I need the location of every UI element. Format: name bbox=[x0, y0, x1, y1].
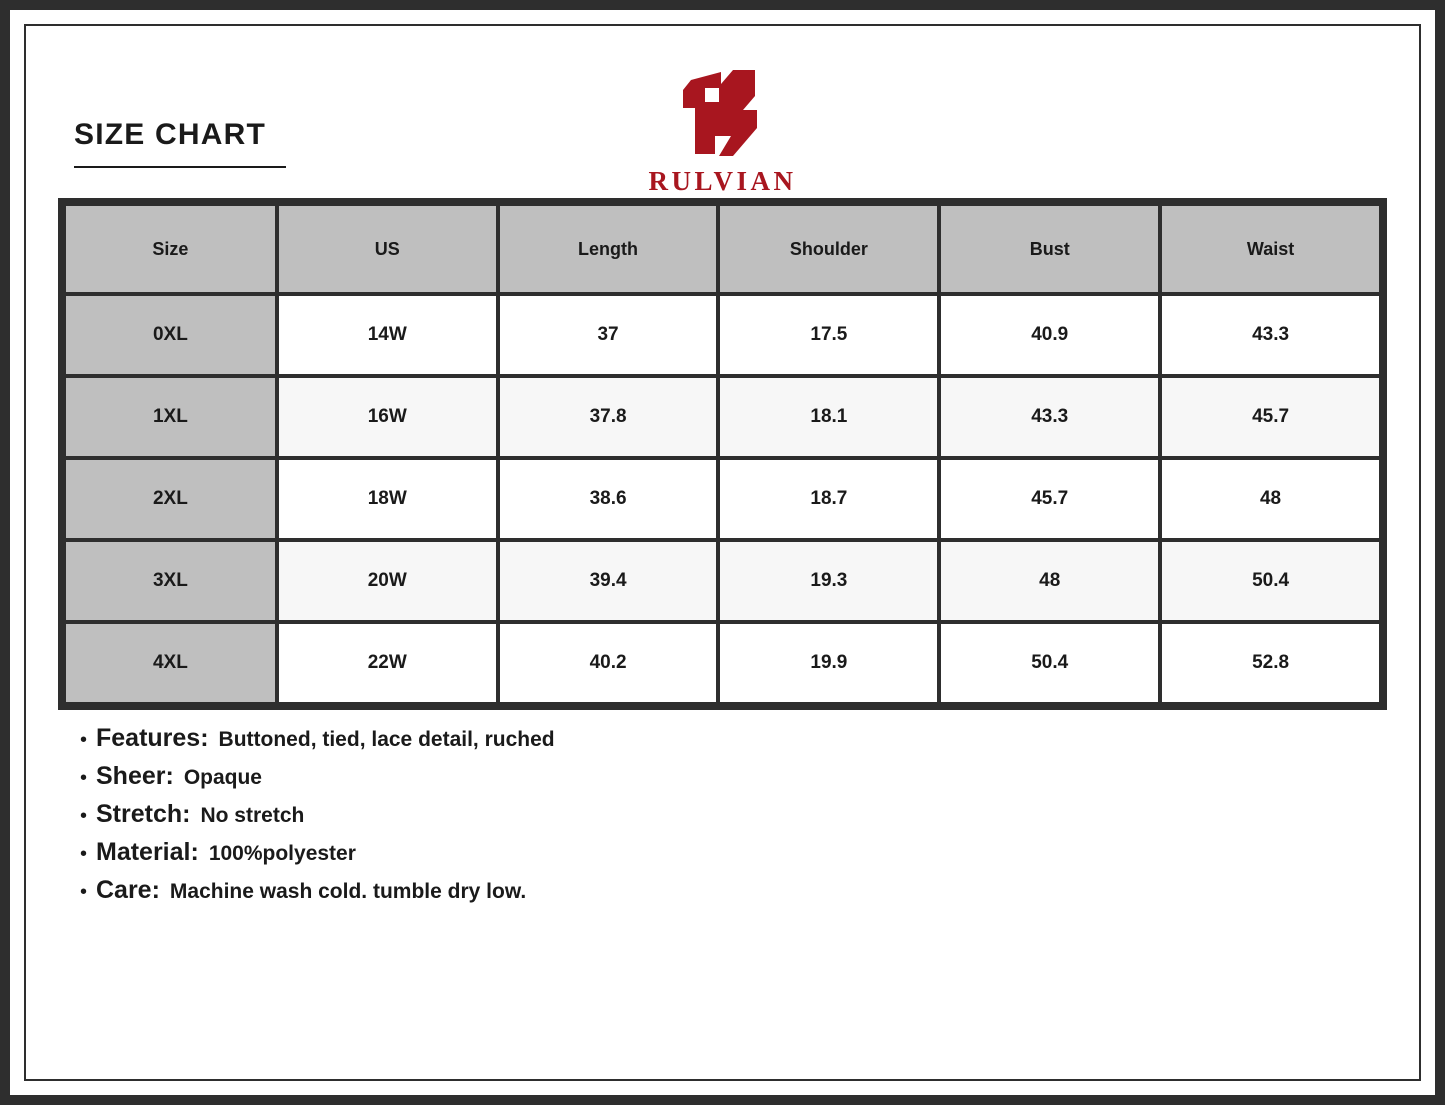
cell-size: 2XL bbox=[66, 460, 275, 538]
cell-length: 39.4 bbox=[500, 542, 717, 620]
bullet-icon: • bbox=[80, 767, 88, 789]
cell-shoulder: 18.7 bbox=[720, 460, 937, 538]
cell-shoulder: 19.9 bbox=[720, 624, 937, 702]
cell-size: 1XL bbox=[66, 378, 275, 456]
table-row bbox=[66, 460, 1379, 538]
bullet-icon: • bbox=[80, 805, 88, 827]
page-inner-border bbox=[24, 24, 1421, 1081]
cell-waist: 50.4 bbox=[1162, 542, 1379, 620]
list-item bbox=[80, 800, 1387, 829]
detail-value: Machine wash cold. tumble dry low. bbox=[169, 880, 527, 903]
column-header-length: Length bbox=[500, 206, 717, 292]
column-header-bust: Bust bbox=[941, 206, 1158, 292]
cell-length: 37.8 bbox=[500, 378, 717, 456]
cell-bust: 40.9 bbox=[941, 296, 1158, 374]
list-item bbox=[80, 724, 1387, 753]
cell-waist: 43.3 bbox=[1162, 296, 1379, 374]
document-header bbox=[58, 44, 1387, 194]
cell-shoulder: 19.3 bbox=[720, 542, 937, 620]
detail-value: Buttoned, tied, lace detail, ruched bbox=[218, 728, 555, 751]
detail-value: Opaque bbox=[183, 766, 262, 789]
cell-bust: 43.3 bbox=[941, 378, 1158, 456]
detail-value: No stretch bbox=[200, 804, 305, 827]
list-item bbox=[80, 876, 1387, 905]
table-row bbox=[66, 378, 1379, 456]
cell-us: 18W bbox=[279, 460, 496, 538]
cell-size: 4XL bbox=[66, 624, 275, 702]
table-row bbox=[66, 296, 1379, 374]
cell-size: 3XL bbox=[66, 542, 275, 620]
column-header-size: Size bbox=[66, 206, 275, 292]
column-header-shoulder: Shoulder bbox=[720, 206, 937, 292]
detail-value: 100%polyester bbox=[208, 842, 356, 865]
page-title: SIZE CHART bbox=[74, 118, 266, 151]
size-chart-table bbox=[58, 198, 1387, 710]
column-header-us: US bbox=[279, 206, 496, 292]
table-header-row bbox=[66, 206, 1379, 292]
cell-shoulder: 18.1 bbox=[720, 378, 937, 456]
brand-block bbox=[58, 66, 1387, 197]
cell-us: 20W bbox=[279, 542, 496, 620]
bullet-icon: • bbox=[80, 843, 88, 865]
cell-shoulder: 17.5 bbox=[720, 296, 937, 374]
cell-us: 22W bbox=[279, 624, 496, 702]
brand-name: RULVIAN bbox=[648, 166, 797, 196]
detail-label: Material: bbox=[96, 838, 199, 866]
cell-length: 40.2 bbox=[500, 624, 717, 702]
detail-label: Care: bbox=[96, 876, 160, 904]
cell-size: 0XL bbox=[66, 296, 275, 374]
detail-label: Features: bbox=[96, 724, 209, 752]
table-row bbox=[66, 624, 1379, 702]
cell-waist: 52.8 bbox=[1162, 624, 1379, 702]
cell-waist: 45.7 bbox=[1162, 378, 1379, 456]
product-details-list bbox=[80, 724, 1387, 905]
column-header-waist: Waist bbox=[1162, 206, 1379, 292]
detail-label: Sheer: bbox=[96, 762, 174, 790]
detail-label: Stretch: bbox=[96, 800, 191, 828]
cell-bust: 48 bbox=[941, 542, 1158, 620]
list-item bbox=[80, 762, 1387, 791]
page-content bbox=[58, 44, 1387, 1061]
cell-us: 16W bbox=[279, 378, 496, 456]
cell-length: 37 bbox=[500, 296, 717, 374]
bullet-icon: • bbox=[80, 729, 88, 751]
table-row bbox=[66, 542, 1379, 620]
cell-bust: 50.4 bbox=[941, 624, 1158, 702]
rulvian-r-logo-icon bbox=[675, 66, 771, 158]
cell-length: 38.6 bbox=[500, 460, 717, 538]
cell-bust: 45.7 bbox=[941, 460, 1158, 538]
cell-waist: 48 bbox=[1162, 460, 1379, 538]
bullet-icon: • bbox=[80, 881, 88, 903]
cell-us: 14W bbox=[279, 296, 496, 374]
list-item bbox=[80, 838, 1387, 867]
